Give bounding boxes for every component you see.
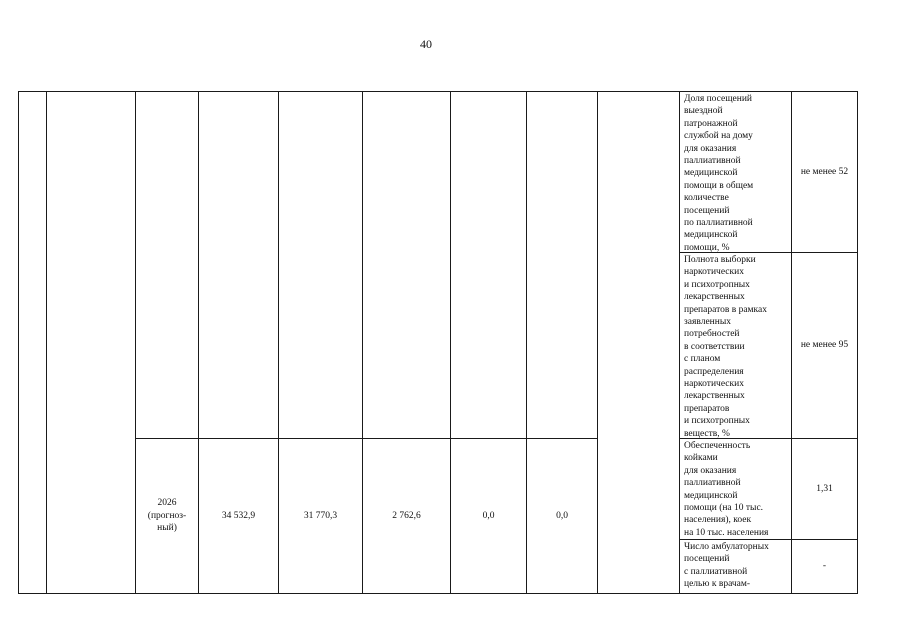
col-line <box>597 91 598 594</box>
table-top-border <box>18 91 858 92</box>
col-line <box>679 91 680 594</box>
indicator-name: Полнота выборки наркотических и психотропных лекарственных препаратов в рамках заявленных потребностей в соответствии с планом распределения наркотических лекарственных препаратов и психотропных веществ, % <box>684 255 767 439</box>
cell-total: 34 532,9 <box>221 510 256 521</box>
cell-other: 0,0 <box>556 510 568 521</box>
cell-regional: 31 770,3 <box>303 510 338 521</box>
indicator-value: не менее 95 <box>800 340 849 351</box>
cell-local: 0,0 <box>482 510 495 521</box>
cell-federal: 2 762,6 <box>392 510 421 521</box>
page-number: 40 <box>420 37 432 51</box>
indicator-value: - <box>822 561 827 572</box>
indicator-value: не менее 52 <box>800 166 849 177</box>
indicator-name: Доля посещений выездной патронажной службой на дому для оказания паллиативной медицинской помощи в общем количестве посещений по паллиативной медицинской помощи, % <box>684 94 754 253</box>
indicator-name: Число амбулаторных посещений с паллиативной целью к врачам- <box>684 542 769 590</box>
col-line <box>46 91 47 594</box>
col-line <box>18 91 19 594</box>
cell-year: 2026 (прогноз- ный) <box>147 498 187 534</box>
indicator-value: 1,31 <box>816 483 833 494</box>
indicator-name: Обеспеченность койками для оказания паллиативной медицинской помощи (на 10 тыс. населения), коек на 10 тыс. населения <box>684 441 769 538</box>
table-bottom-border <box>18 593 858 594</box>
col-line <box>857 91 858 594</box>
